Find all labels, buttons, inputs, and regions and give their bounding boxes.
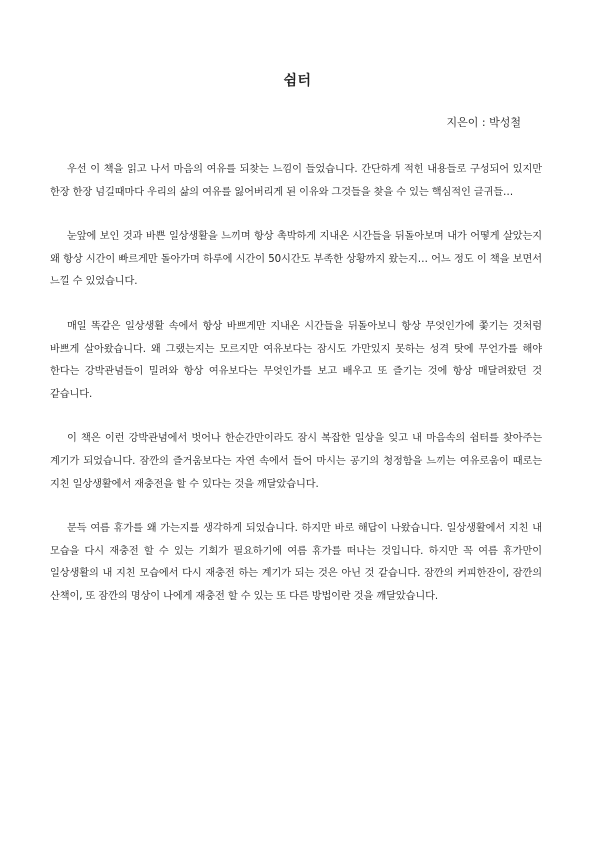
body-paragraph-3: 매일 똑같은 일상생활 속에서 항상 바쁘게만 지내온 시간들을 뒤돌아보니 항상 무엇인가에 쫓기는 것처럼 바쁘게 살아왔습니다. 왜 그랬는지는 모르지만 여유보다는 잠시도 가만있지 못하는 성격 탓에 무언가를 해야 한다는 강박관념들이 밀려와 항상 여유보다는 무엇인가를 보고 배우고 또 즐기는 것에 항상 매달려왔던 것 같습니다. <box>50 320 542 400</box>
document-title: 쉼터 <box>283 73 312 89</box>
body-paragraph-4: 이 책은 이런 강박관념에서 벗어나 한순간만이라도 잠시 복잡한 일상을 잊고 내 마음속의 쉼터를 찾아주는 계기가 되었습니다. 잠깐의 즐거움보다는 자연 속에서 들어 마시는 공기의 청정함을 느끼는 여유로움이 때로는 지친 일상생활에서 재충전을 할 수 있다는 것을 깨달았습니다. <box>50 433 542 490</box>
body-paragraph-2: 눈앞에 보인 것과 바쁜 일상생활을 느끼며 항상 촉박하게 지내온 시간들을 뒤돌아보며 내가 어떻게 살았는지 왜 항상 시간이 빠르게만 돌아가며 하루에 시간이 50시간도 부족한 상황까지 왔는지… 어느 정도 이 책을 보면서 느낄 수 있었습니다. <box>50 231 542 288</box>
document-body <box>50 159 542 631</box>
body-paragraph-5: 문득 여름 휴가를 왜 가는지를 생각하게 되었습니다. 하지만 바로 해답이 나왔습니다. 일상생활에서 지친 내 모습을 다시 재충전 할 수 있는 기회가 필요하기에 여름 휴가를 떠나는 것입니다. 하지만 꼭 여름 휴가만이 일상생활의 내 지친 모습에서 다시 재충전 하는 계기가 되는 것은 아닌 것 같습니다. 잠깐의 커피한잔이, 잠깐의 산책이, 또 잠깐의 명상이 나에게 재충전 할 수 있는 또 다른 방법이란 것을 깨달았습니다. <box>50 523 542 602</box>
document-author: 지은이 : 박성철 <box>446 116 521 129</box>
body-paragraph-1: 우선 이 책을 읽고 나서 마음의 여유를 되찾는 느낌이 들었습니다. 간단하게 적힌 내용들로 구성되어 있지만 한장 한장 넘길때마다 우리의 삶의 여유를 잃어버리게 된 이유와 그것들을 찾을 수 있는 핵심적인 글귀들… <box>50 164 542 198</box>
